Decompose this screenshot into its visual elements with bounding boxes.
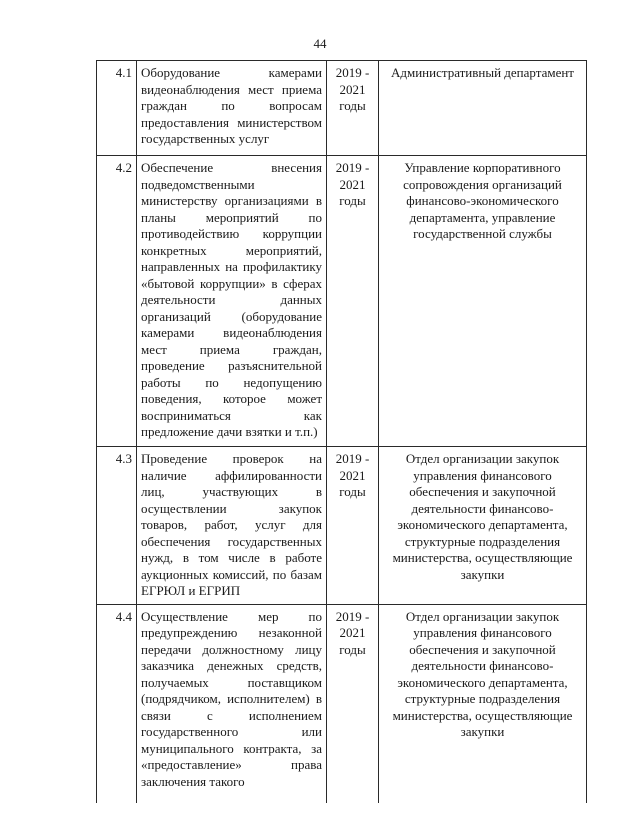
period-unit: годы bbox=[339, 484, 366, 499]
period-cell bbox=[327, 447, 379, 605]
executor-text: Управление корпоративного сопровождения организаций финансово-экономического департамента, управление государственной службы bbox=[379, 156, 587, 447]
period-cell bbox=[327, 156, 379, 447]
period-start: 2019 - bbox=[335, 608, 370, 624]
item-number: 4.1 bbox=[97, 61, 137, 156]
measure-text: Обеспечение внесения подведомственными министерству организациями в планы мероприятий по противодействию коррупции конкретных мероприятий, направленных на профилактику «бытовой коррупции» в сферах деятельности данных организаций (оборудование камерами видеонаблюдения мест приема граждан, проведение разъяснительной работы по недопущению поведения, которое может восприниматься как предложение дачи взятки и т.п.) bbox=[137, 156, 327, 447]
executor-text: Отдел организации закупок управления финансового обеспечения и закупочной деятельности финансово-экономического департамента, структурные подразделения министерства, осуществляющие закупки bbox=[379, 604, 587, 803]
period-start: 2019 - bbox=[335, 65, 370, 80]
item-number: 4.4 bbox=[97, 604, 137, 803]
item-number: 4.2 bbox=[97, 156, 137, 447]
executor-text: Административный департамент bbox=[379, 61, 587, 156]
measure-text: Осуществление мер по предупреждению незаконной передачи должностному лицу заказчика денежных средств, получаемых поставщиком (подрядчиком, исполнителем) в связи с исполнением государственного или муниципального контракта, за «предоставление» права заключения такого bbox=[137, 604, 327, 803]
table-row bbox=[97, 604, 587, 803]
period-unit: годы bbox=[339, 641, 366, 657]
period-end: 2021 bbox=[339, 625, 366, 640]
period-unit: годы bbox=[339, 98, 366, 113]
table-row bbox=[97, 156, 587, 447]
measure-text: Проведение проверок на наличие аффилированности лиц, участвующих в осуществлении закупок товаров, работ, услуг для обеспечения государственных нужд, в том числе в работе аукционных комиссий, по базам ЕГРЮЛ и ЕГРИП bbox=[137, 447, 327, 605]
measures-table bbox=[96, 60, 587, 803]
period-start: 2019 - bbox=[335, 160, 370, 175]
period-end: 2021 bbox=[339, 81, 366, 97]
period-end: 2021 bbox=[339, 176, 366, 192]
table-row bbox=[97, 447, 587, 605]
period-unit: годы bbox=[339, 193, 366, 208]
period-start: 2019 - bbox=[335, 451, 370, 466]
period-cell bbox=[327, 61, 379, 156]
executor-text: Отдел организации закупок управления финансового обеспечения и закупочной деятельности финансово-экономического департамента, структурные подразделения министерства, осуществляющие закупки bbox=[379, 447, 587, 605]
page-number: 44 bbox=[313, 36, 327, 51]
period-end: 2021 bbox=[339, 467, 366, 483]
item-number: 4.3 bbox=[97, 447, 137, 605]
period-cell bbox=[327, 604, 379, 803]
table-row bbox=[97, 61, 587, 156]
measure-text: Оборудование камерами видеонаблюдения мест приема граждан по вопросам предоставления министерством государственных услуг bbox=[137, 61, 327, 156]
